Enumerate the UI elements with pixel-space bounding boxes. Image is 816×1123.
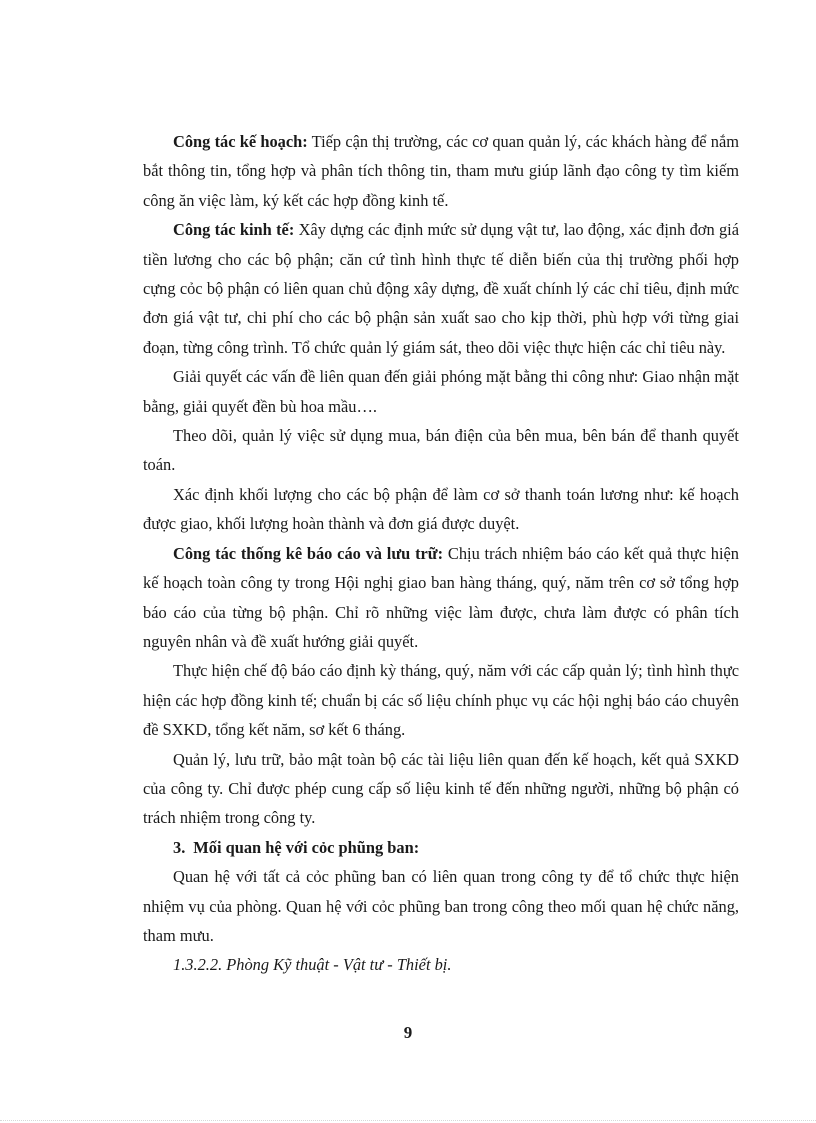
paragraph: Thực hiện chế độ báo cáo định kỳ tháng, quý, năm với các cấp quản lý; tình hình thực hiện các hợp đồng kinh tế; chuẩn bị các số liệu chính phục vụ các hội nghị báo cáo chuyên đề SXKD, tổng kết năm, sơ kết 6 tháng.: [143, 661, 739, 740]
section-number: 3.: [173, 837, 186, 857]
body-text: [143, 127, 739, 980]
paragraph-thong-ke: [143, 539, 739, 657]
paragraph-text: Chịu trách nhiệm báo cáo kết quả thực hiện kế hoạch toàn công ty trong Hội nghị giao ban hàng tháng, quý, năm trên cơ sở tổng hợp báo cáo của từng bộ phận. Chỉ rõ những việc làm được, chưa làm được có phân tích nguyên nhân và đề xuất hướng giải quyết.: [143, 543, 739, 651]
paragraph-kinh-te: [143, 215, 739, 362]
subsection-heading: 1.3.2.2. Phòng Kỹ thuật - Vật tư - Thiết bị.: [173, 955, 452, 975]
paragraph: Xác định khối lượng cho các bộ phận để làm cơ sở thanh toán lương như: kế hoạch được giao, khối lượng hoàn thành và đơn giá được duyệt.: [143, 484, 739, 534]
page-bottom-rule: [0, 1120, 816, 1121]
paragraph: Giải quyết các vấn đề liên quan đến giải phóng mặt bằng thi công như: Giao nhận mặt bằng, giải quyết đền bù hoa mầu….: [143, 367, 739, 416]
paragraph-lead: Công tác kế hoạch:: [173, 132, 308, 151]
paragraph-ke-hoach: [143, 127, 739, 215]
section-paragraph: Quan hệ với tất cả cỏc phũng ban có liên quan trong công ty để tổ chức thực hiện nhiệm vụ của phòng. Quan hệ với cỏc phũng ban trong công theo mối quan hệ chức năng, tham mưu.: [143, 867, 739, 945]
paragraph: Theo dõi, quản lý việc sử dụng mua, bán điện của bên mua, bên bán để thanh quyết toán.: [143, 426, 739, 475]
paragraph: Quản lý, lưu trữ, bảo mật toàn bộ các tài liệu liên quan đến kế hoạch, kết quả SXKD của công ty. Chỉ được phép cung cấp số liệu kinh tế đến những người, những bộ phận có trách nhiệm trong công ty.: [143, 749, 739, 828]
paragraph-lead: Công tác thống kê báo cáo và lưu trữ:: [173, 543, 444, 563]
paragraph-lead: Công tác kinh tế:: [173, 220, 295, 240]
paragraph-text: Xây dựng các định mức sử dụng vật tư, lao động, xác định đơn giá tiền lương cho các bộ phận; căn cứ tình hình thực tế diễn biến của thị trường phối hợp cựng cỏc bộ phận có liên quan chủ động xây dựng, đề xuất chính lý các chỉ tiêu, định mức đơn giá vật tư, chi phí cho các bộ phận sản xuất sao cho kịp thời, phù hợp với từng giai đoạn, từng công trình. Tổ chức quản lý giám sát, theo dõi việc thực hiện các chỉ tiêu này.: [143, 220, 739, 357]
section-title: Mối quan hệ với cỏc phũng ban:: [193, 837, 420, 857]
page-number: 9: [403, 1023, 413, 1042]
paragraph-text: Tiếp cận thị trường, các cơ quan quản lý, các khách hàng để nắm bắt thông tin, tổng hợp và phân tích thông tin, tham mưu giúp lãnh đạo công ty tìm kiếm công ăn việc làm, ký kết các hợp đồng kinh tế.: [143, 132, 739, 210]
section-heading: [143, 833, 739, 862]
